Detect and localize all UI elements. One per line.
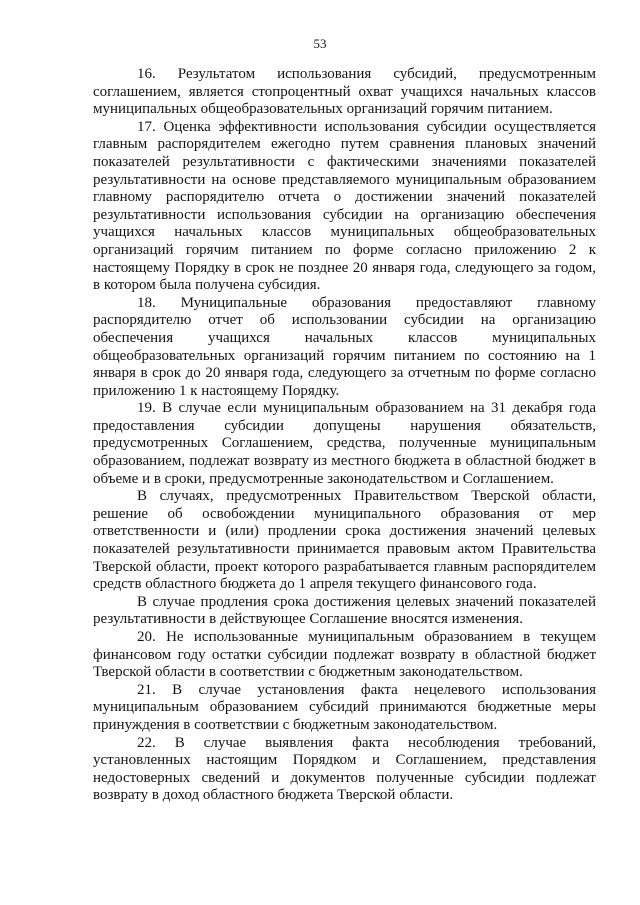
- paragraph-19: 19. В случае если муниципальным образованием на 31 декабря года предоставления субсидии допущены нарушения обязательств, предусмотренных Соглашением, средства, полученные муниципальным образованием, подлежат возврату из местного бюджета в областной бюджет в объеме и в сроки, предусмотренные законодательством и Соглашением.: [93, 400, 596, 487]
- paragraph-18: 18. Муниципальные образования предоставляют главному распорядителю отчет об использовании субсидии на организацию обеспечения учащихся начальных классов муниципальных общеобразовательных организаций горячим питанием по состоянию на 1 января в срок до 20 января года, следующего за отчетным по форме согласно приложению 1 к настоящему Порядку.: [93, 294, 596, 399]
- paragraph-22: 22. В случае выявления факта несоблюдения требований, установленных настоящим Порядком и Соглашением, представления недостоверных сведений и документов полученные субсидии подлежат возврату в доход областного бюджета Тверской области.: [93, 734, 596, 804]
- paragraph-19-exemption: В случаях, предусмотренных Правительством Тверской области, решение об освобождении муниципального образования от мер ответственности и (или) продлении срока достижения значений целевых показателей результативности принимается правовым актом Правительства Тверской области, проект которого разрабатывается главным распорядителем средств областного бюджета до 1 апреля текущего финансового года.: [93, 488, 596, 593]
- paragraph-19-extension: В случае продления срока достижения целевых значений показателей результативности в действующее Соглашение вносятся изменения.: [93, 593, 596, 628]
- paragraph-16: 16. Результатом использования субсидий, предусмотренным соглашением, является стопроцентный охват учащихся начальных классов муниципальных общеобразовательных организаций горячим питанием.: [93, 66, 596, 118]
- document-body: [93, 66, 596, 805]
- page-number: 53: [313, 36, 327, 51]
- paragraph-20: 20. Не использованные муниципальным образованием в текущем финансовом году остатки субсидии подлежат возврату в областной бюджет Тверской области в соответствии с бюджетным законодательством.: [93, 629, 596, 681]
- paragraph-17: 17. Оценка эффективности использования субсидии осуществляется главным распорядителем ежегодно путем сравнения плановых значений показателей результативности с фактическими значениями показателей результативности на основе представляемого муниципальным образованием главному распорядителю отчета о достижении значений показателей результативности использования субсидии на организацию обеспечения учащихся начальных классов муниципальных общеобразовательных организаций горячим питанием по форме согласно приложению 2 к настоящему Порядку в срок не позднее 20 января года, следующего за годом, в котором была получена субсидия.: [93, 118, 596, 294]
- paragraph-21: 21. В случае установления факта нецелевого использования муниципальным образованием субсидий принимаются бюджетные меры принуждения в соответствии с бюджетным законодательством.: [93, 681, 596, 733]
